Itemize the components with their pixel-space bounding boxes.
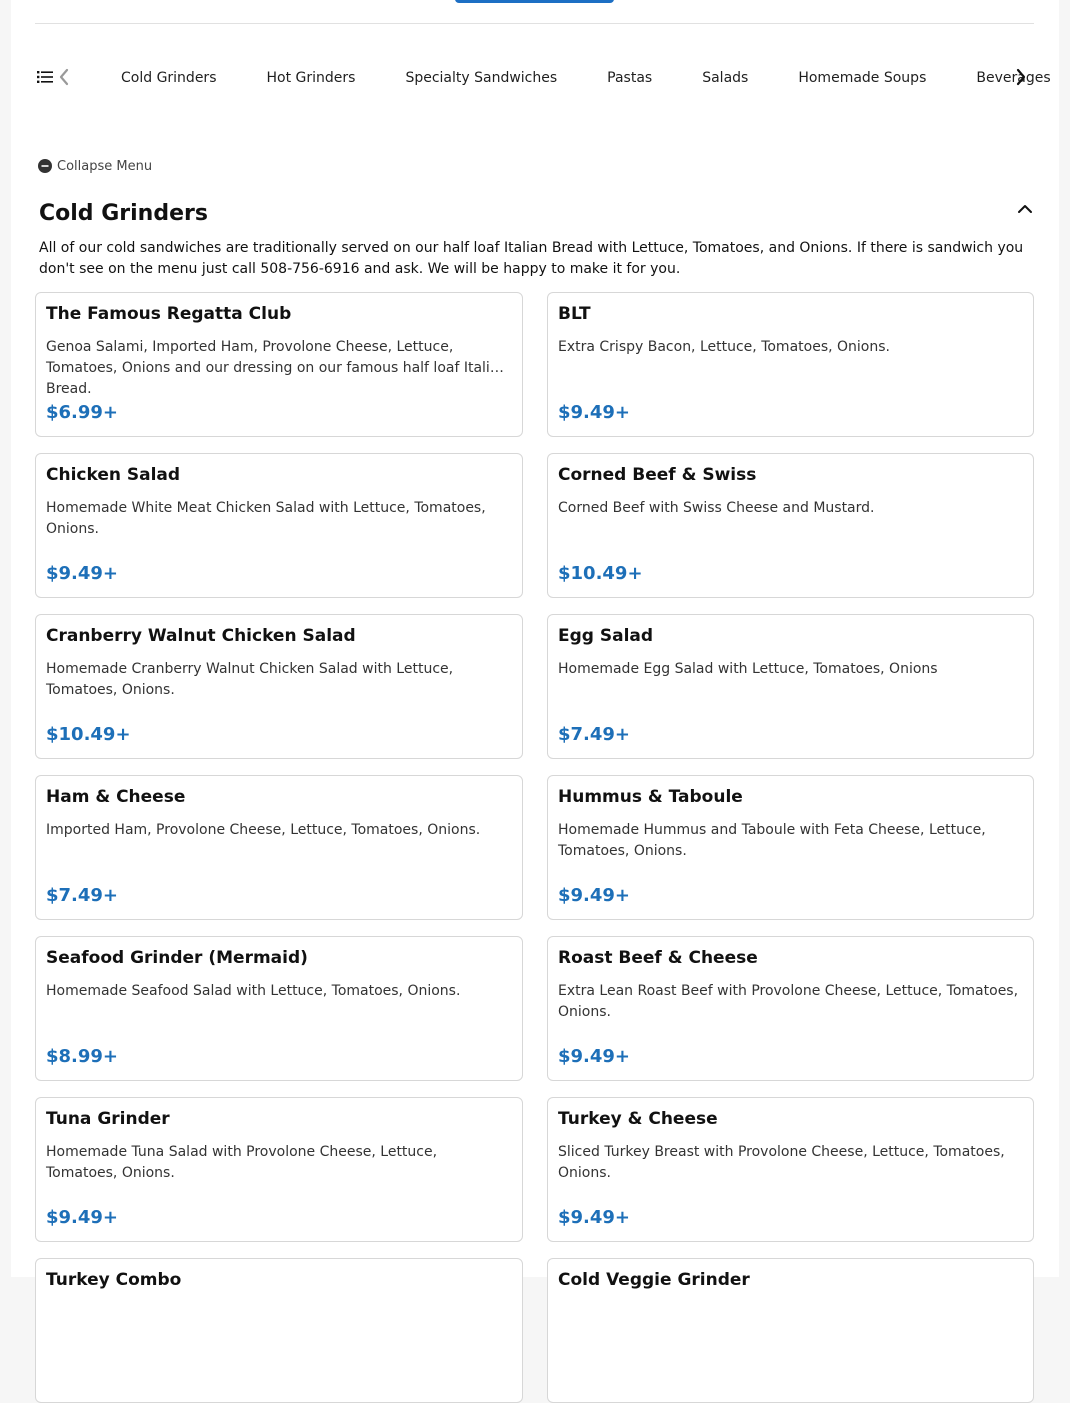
item-description: Extra Crispy Bacon, Lettuce, Tomatoes, Onions.	[558, 339, 890, 355]
category-tab[interactable]: Pastas	[607, 70, 653, 86]
menu-item-card[interactable]	[547, 292, 1034, 437]
category-tab[interactable]: Beverages	[976, 70, 1051, 86]
item-price: $7.49+	[558, 724, 631, 745]
category-track	[97, 58, 1051, 98]
item-name: Cranberry Walnut Chicken Salad	[46, 626, 356, 646]
menu-page	[11, 0, 1059, 1290]
category-tab[interactable]: Salads	[702, 70, 749, 86]
item-description: Imported Ham, Provolone Cheese, Lettuce, Tomatoes, Onions.	[46, 822, 481, 838]
item-name: Turkey & Cheese	[558, 1109, 718, 1129]
item-description: Homemade Egg Salad with Lettuce, Tomatoes, Onions	[558, 661, 938, 677]
item-price: $10.49+	[558, 563, 643, 584]
list-icon[interactable]	[37, 70, 53, 84]
item-name: Hummus & Taboule	[558, 787, 743, 807]
item-price: $7.49+	[46, 885, 119, 906]
menu-item-card[interactable]	[547, 453, 1034, 598]
menu-item-grid	[35, 292, 1034, 1403]
item-name: Corned Beef & Swiss	[558, 465, 757, 485]
chevron-up-icon[interactable]	[1017, 202, 1033, 216]
item-description	[558, 1303, 1023, 1345]
item-description: Homemade Hummus and Taboule with Feta Cheese, Lettuce, Tomatoes, Onions.	[558, 822, 986, 859]
category-tab[interactable]: Homemade Soups	[798, 70, 927, 86]
menu-item-card[interactable]	[547, 1097, 1034, 1242]
menu-item-card[interactable]	[35, 936, 523, 1081]
category-nav	[35, 58, 1051, 98]
item-name: Turkey Combo	[46, 1270, 182, 1290]
collapse-menu-button[interactable]	[38, 157, 152, 175]
item-name: Tuna Grinder	[46, 1109, 170, 1129]
item-price: $9.49+	[558, 1046, 631, 1067]
item-description: Genoa Salami, Imported Ham, Provolone Cheese, Lettuce, Tomatoes, Onions and our dressing on our famous half loaf Italian Bread.	[46, 339, 508, 397]
section-title: Cold Grinders	[39, 201, 208, 226]
category-tab[interactable]: Hot Grinders	[266, 70, 356, 86]
menu-item-card[interactable]	[35, 453, 523, 598]
item-name: Chicken Salad	[46, 465, 181, 485]
chevron-left-icon[interactable]	[58, 68, 70, 86]
minus-circle-icon	[38, 159, 52, 173]
item-name: Seafood Grinder (Mermaid)	[46, 948, 308, 968]
menu-item-card[interactable]	[547, 936, 1034, 1081]
order-button[interactable]	[455, 0, 614, 3]
item-price: $9.49+	[46, 563, 119, 584]
item-price: $8.99+	[46, 1046, 119, 1067]
item-name: Cold Veggie Grinder	[558, 1270, 750, 1290]
category-tab[interactable]: Cold Grinders	[121, 70, 217, 86]
item-description: Homemade Cranberry Walnut Chicken Salad with Lettuce, Tomatoes, Onions.	[46, 661, 454, 698]
menu-item-card[interactable]	[35, 614, 523, 759]
item-description	[46, 1303, 512, 1345]
item-price: $9.49+	[558, 1207, 631, 1228]
chevron-right-icon[interactable]	[1015, 68, 1027, 86]
menu-item-card[interactable]	[35, 1258, 523, 1403]
item-name: Ham & Cheese	[46, 787, 186, 807]
item-description: Corned Beef with Swiss Cheese and Mustard.	[558, 500, 875, 516]
menu-item-card[interactable]	[547, 775, 1034, 920]
item-name: Roast Beef & Cheese	[558, 948, 758, 968]
item-price: $9.49+	[558, 885, 631, 906]
divider	[35, 23, 1034, 24]
item-price: $9.49+	[46, 1207, 119, 1228]
menu-item-card[interactable]	[35, 1097, 523, 1242]
menu-item-card[interactable]	[547, 1258, 1034, 1403]
item-name: Egg Salad	[558, 626, 654, 646]
menu-item-card[interactable]	[547, 614, 1034, 759]
item-name: BLT	[558, 304, 591, 324]
menu-item-card[interactable]	[35, 775, 523, 920]
item-price: $10.49+	[46, 724, 131, 745]
category-list	[97, 58, 1051, 98]
item-price: $6.99+	[46, 402, 119, 423]
item-description: Homemade Tuna Salad with Provolone Cheese, Lettuce, Tomatoes, Onions.	[46, 1144, 438, 1181]
item-description: Homemade White Meat Chicken Salad with Lettuce, Tomatoes, Onions.	[46, 500, 486, 537]
item-price: $9.49+	[558, 402, 631, 423]
collapse-menu-label: Collapse Menu	[57, 158, 153, 174]
item-name: The Famous Regatta Club	[46, 304, 292, 324]
section-description: All of our cold sandwiches are traditionally served on our half loaf Italian Bread with Lettuce, Tomatoes, and Onions. If there is sandwich you don't see on the menu just call 508-756-6916 and ask. We will be happy to make it for you.	[39, 240, 1024, 277]
item-description: Extra Lean Roast Beef with Provolone Cheese, Lettuce, Tomatoes, Onions.	[558, 983, 1019, 1020]
menu-item-card[interactable]	[35, 292, 523, 437]
item-description: Homemade Seafood Salad with Lettuce, Tomatoes, Onions.	[46, 983, 461, 999]
item-description: Sliced Turkey Breast with Provolone Cheese, Lettuce, Tomatoes, Onions.	[558, 1144, 1005, 1181]
category-tab[interactable]: Specialty Sandwiches	[405, 70, 558, 86]
